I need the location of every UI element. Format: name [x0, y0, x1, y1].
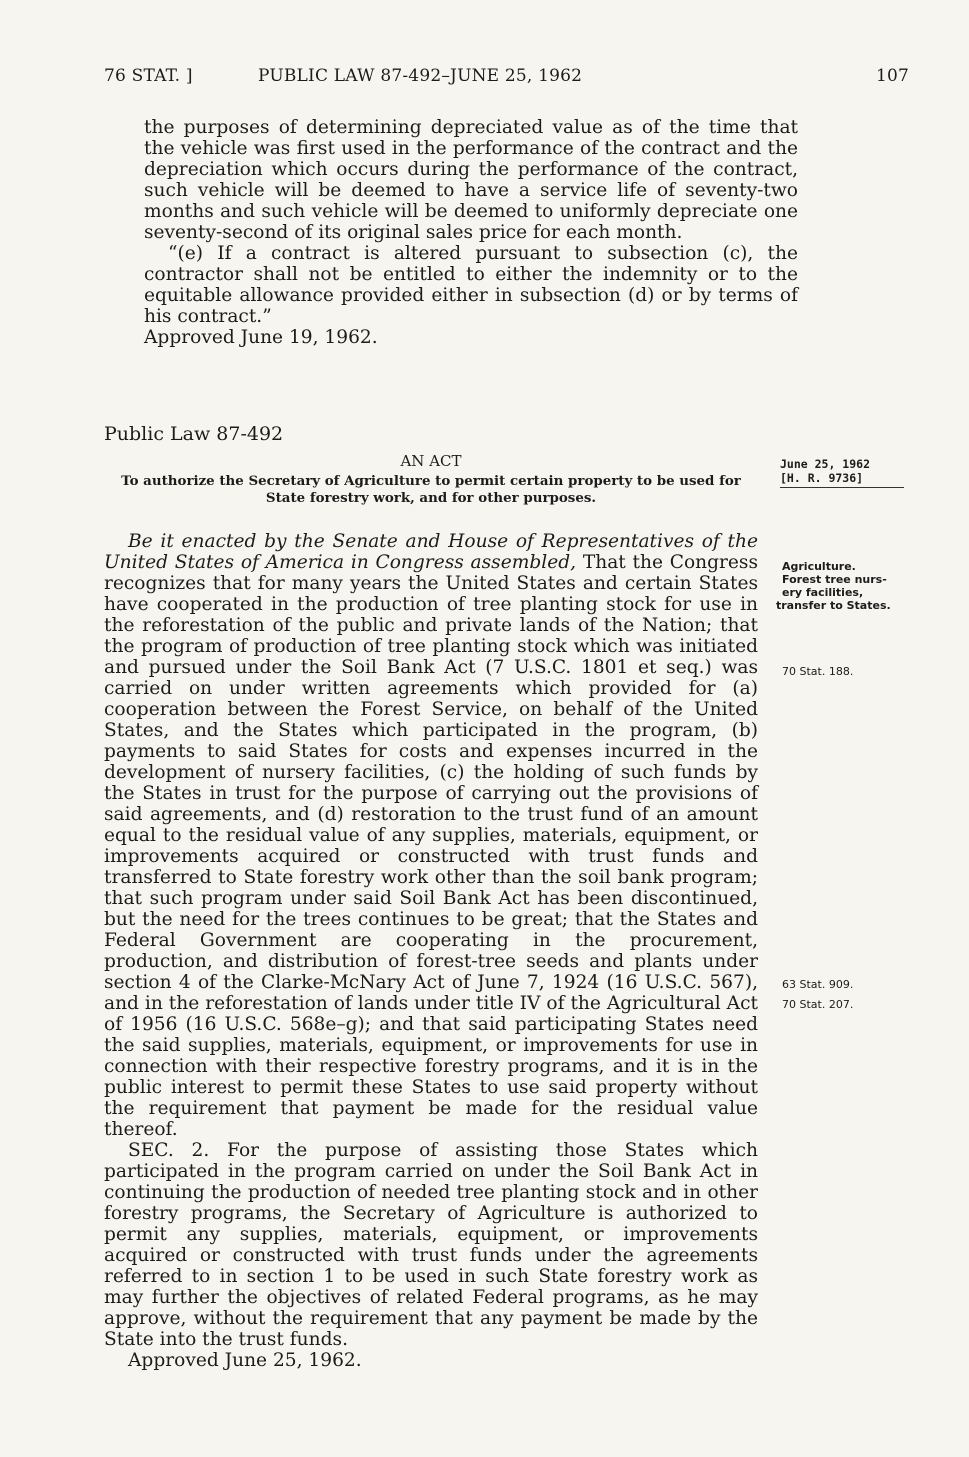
- margin-subtopic-3: transfer to States.: [776, 599, 891, 612]
- margin-stat-188: 70 Stat. 188.: [782, 665, 854, 678]
- enacting-clause: Be it enacted by the Senate and House of Representatives of the United States of America in Congress assembled,: [104, 531, 758, 573]
- act-heading: AN ACT: [400, 452, 462, 470]
- section-1-paragraph: [104, 531, 758, 1140]
- act-subtitle: To authorize the Secretary of Agriculture to permit certain property to be used for State forestry work, and for other purposes.: [121, 473, 741, 506]
- margin-stat-909: 63 Stat. 909.: [782, 978, 854, 991]
- margin-topic: Agriculture.: [782, 560, 856, 573]
- margin-subtopic-2: ery facilities,: [782, 586, 864, 599]
- page-title: PUBLIC LAW 87-492–JUNE 25, 1962: [258, 66, 583, 86]
- margin-date-note: [780, 457, 904, 488]
- section-2-paragraph: SEC. 2. For the purpose of assisting those States which participated in the program carried on under the Soil Bank Act in continuing the production of needed tree planting stock and in other forestry programs, the Secretary of Agriculture is authorized to permit any supplies, materials, equipment, or improvements acquired or constructed with trust funds under the agreements referred to in section 1 to be used in such State forestry work as may further the objectives of related Federal programs, as he may approve, without the requirement that any payment be made by the State into the trust funds.: [104, 1140, 758, 1350]
- margin-date: June 25, 1962: [780, 457, 871, 471]
- subsection-e-paragraph: “(e) If a contract is altered pursuant to subsection (c), the contractor shall not be entitled to either the indemnity or to the equitable allowance provided either in subsection (d) or by terms of his contract.”: [144, 243, 798, 327]
- law-title: Public Law 87-492: [104, 423, 284, 445]
- continuation-text: [104, 117, 798, 348]
- section-1-text: That the Congress recognizes that for many years the United States and certain States have cooperated in the production of tree planting stock for use in the reforestation of the public and private lands of the Nation; that the program of production of tree planting stock which was initiated and pursued under the Soil Bank Act (7 U.S.C. 1801 et seq.) was carried on under written agreements which provided for (a) cooperation between the Forest Service, on behalf of the United States, and the States which participated in the program, (b) payments to said States for costs and expenses incurred in the development of nursery facilities, (c) the holding of such funds by the States in trust for the purpose of carrying out the provisions of said agreements, and (d) restoration to the trust fund of an amount equal to the residual value of any supplies, materials, equipment, or improvements acquired or constructed with trust funds and transferred to State forestry work other than the soil bank program; that such program under said Soil Bank Act has been discontinued, but the need for the trees continues to be great; that the States and Federal Government are cooperating in the procurement, production, and distribution of forest-tree seeds and plants under section 4 of the Clarke-McNary Act of June 7, 1924 (16 U.S.C. 567), and in the reforestation of lands under title IV of the Agricultural Act of 1956 (16 U.S.C. 568e–g); and that said participating States need the said supplies, materials, equipment, or improvements for use in connection with their respective forestry programs, and it is in the public interest to permit these States to use said property without the requirement that payment be made for the residual value thereof.: [104, 552, 759, 1140]
- margin-subtopic-1: Forest tree nurs-: [782, 573, 887, 586]
- approval-line: Approved June 19, 1962.: [144, 327, 378, 348]
- continuation-paragraph: the purposes of determining depreciated value as of the time that the vehicle was first used in the performance of the contract and the depreciation which occurs during the performance of the contract, such vehicle will be deemed to have a service life of seventy-two months and such vehicle will be deemed to uniformly depreciate one seventy-second of its original sales price for each month.: [144, 117, 798, 243]
- final-approval-line: Approved June 25, 1962.: [128, 1350, 362, 1371]
- margin-stat-207: 70 Stat. 207.: [782, 998, 854, 1011]
- stat-reference: 76 STAT. ]: [104, 66, 193, 86]
- margin-topic-note: [776, 560, 891, 612]
- page-number: 107: [876, 66, 910, 86]
- margin-bill-number: [H. R. 9736]: [780, 471, 864, 485]
- act-body: [104, 531, 758, 1371]
